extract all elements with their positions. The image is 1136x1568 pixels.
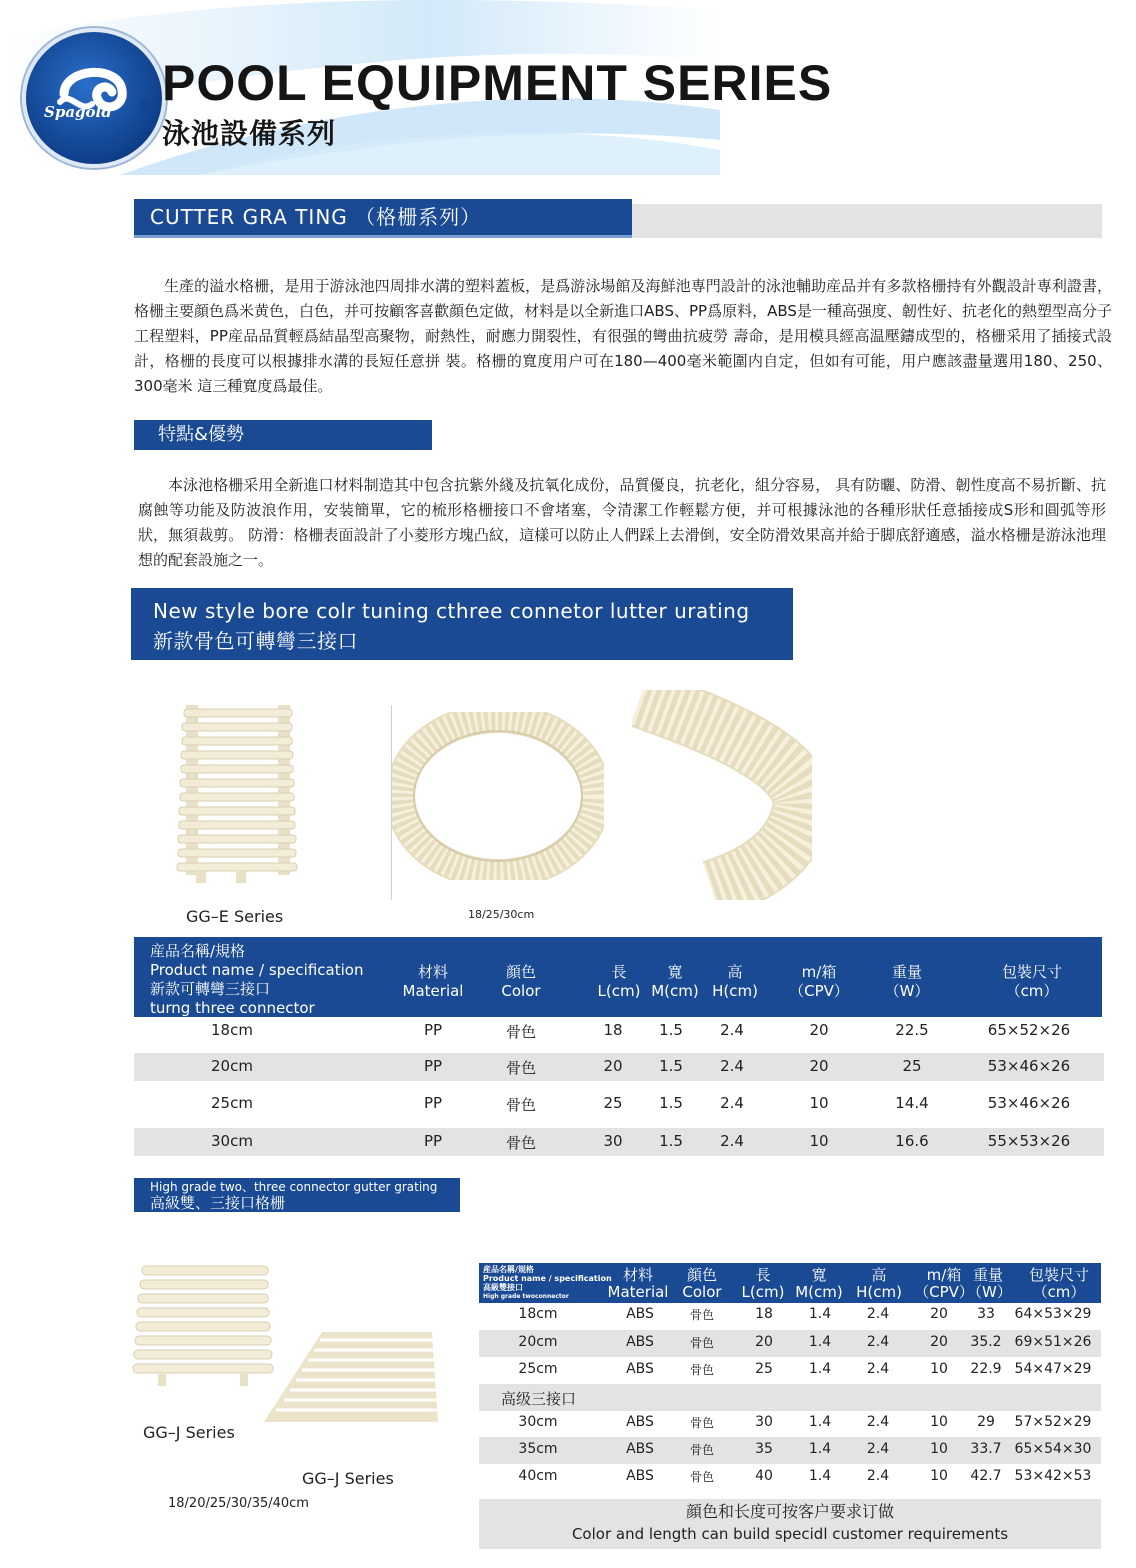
table1-cell-color: 骨色 [505, 1096, 536, 1114]
table1-cell-w: 1.5 [659, 1132, 683, 1150]
table1-cell-color: 骨色 [505, 1023, 536, 1041]
table2-cell-name: 30cm [518, 1414, 558, 1430]
page-title-cn: 泳池設備系列 [162, 117, 337, 150]
table1-cell-pack: 53×46×26 [987, 1094, 1071, 1112]
table2-header-color: 顔色 Color [682, 1266, 722, 1301]
table2-cell-color: 骨色 [689, 1416, 714, 1430]
caption-gg-e-series: GG–E Series [186, 907, 284, 926]
table1-header-width: 寛 M(cm) [651, 963, 699, 1000]
caption-sizes-1: 18/25/30cm [468, 908, 535, 921]
table2-row [479, 1302, 1101, 1329]
table1-cell-l: 20 [603, 1057, 623, 1075]
table1-cell-pack: 53×46×26 [987, 1057, 1071, 1075]
table2-subheading: 高级三接口 [501, 1390, 577, 1408]
table2-subheading-row [479, 1384, 1101, 1411]
table2-cell-weight: 22.9 [970, 1361, 1002, 1377]
table1-cell-h: 2.4 [720, 1057, 744, 1075]
table2-cell-h: 2.4 [866, 1306, 890, 1322]
table2-cell-material: ABS [626, 1306, 654, 1322]
section-title-new-style-cn: 新款骨色可轉彎三接口 [153, 629, 358, 653]
logo-wave-icon [26, 32, 162, 164]
table2-header-height: 高 H(cm) [856, 1266, 902, 1301]
table1-cell-weight: 14.4 [895, 1094, 929, 1112]
table1-cell-w: 1.5 [659, 1057, 683, 1075]
section-title-new-style [131, 588, 793, 660]
table2-cell-material: ABS [626, 1468, 654, 1484]
table1-cell-material: PP [423, 1094, 443, 1112]
table2-cell-color: 骨色 [689, 1363, 714, 1377]
table2-cell-h: 2.4 [866, 1441, 890, 1457]
table2-cell-pack: 64×53×29 [1014, 1306, 1092, 1322]
table1-cell-weight: 22.5 [895, 1021, 929, 1039]
table2-cell-weight: 42.7 [970, 1468, 1002, 1484]
table1-row [134, 1090, 1104, 1118]
table2-cell-w: 1.4 [808, 1361, 832, 1377]
table2-cell-pack: 65×54×30 [1014, 1441, 1092, 1457]
table2-cell-l: 30 [755, 1414, 773, 1430]
table1-header-name: 産品名稱/規格 Product name / specification 新款可轉彎三接口 turng three connector [150, 942, 364, 1017]
table2-cell-weight: 35.2 [970, 1334, 1002, 1350]
table2-cell-name: 20cm [518, 1334, 558, 1350]
table1-cell-material: PP [423, 1021, 443, 1039]
table1-row [134, 1017, 1104, 1045]
table2-cell-name: 35cm [518, 1441, 558, 1457]
table1-header-weight: 重量 （W） [884, 963, 930, 1000]
section-title-cutter-grating: CUTTER GRA TING （格栅系列） [134, 199, 632, 235]
table1-row [134, 1128, 1104, 1156]
table2-cell-pack: 57×52×29 [1014, 1414, 1092, 1430]
table1-cell-box: 20 [809, 1057, 829, 1075]
product-image-gg-j-b [262, 1330, 440, 1424]
table1-cell-color: 骨色 [505, 1134, 536, 1152]
table1-cell-l: 18 [603, 1021, 623, 1039]
table2-cell-box: 10 [930, 1468, 948, 1484]
table2-cell-box: 20 [930, 1306, 948, 1322]
features-text: 本泳池格栅采用全新進口材料制造其中包含抗紫外綫及抗氧化成份，品質優良，抗老化，組分容易， 具有防曬、防滑、韌性度高不易折斷、抗腐蝕等功能及防波浪作用，安装簡單，它的梳形格栅接口不會堵塞，令清潔工作輕鬆方便，并可根據泳池的各種形狀任意插接成S形和圓弧等形狀，無須裁剪。 防滑：格栅表面設計了小菱形方塊凸紋，這樣可以防止人們踩上去滑倒，安全防滑效果高并給于脚底舒適感，溢水格栅是游泳池理想的配套設施之一。 [138, 476, 1106, 569]
table1-cell-name: 30cm [211, 1132, 253, 1150]
table1-cell-box: 10 [809, 1094, 829, 1112]
table1-cell-color: 骨色 [505, 1059, 536, 1077]
table2-cell-box: 20 [930, 1334, 948, 1350]
table1-header-package: 包裝尺寸 （cm） [1001, 963, 1062, 1000]
section-title-high-grade-cn: 高級雙、三接口格栅 [150, 1194, 286, 1212]
table2-header-length: 長 L(cm) [741, 1266, 785, 1301]
table1-cell-h: 2.4 [720, 1021, 744, 1039]
table1-cell-name: 25cm [211, 1094, 253, 1112]
table2-cell-l: 40 [755, 1468, 773, 1484]
table2-row [479, 1410, 1101, 1437]
page-title-en: POOL EQUIPMENT SERIES [162, 55, 833, 111]
table2-cell-material: ABS [626, 1441, 654, 1457]
table2-cell-h: 2.4 [866, 1361, 890, 1377]
table1-header-height: 高 H(cm) [712, 963, 758, 1000]
table2-cell-w: 1.4 [808, 1468, 832, 1484]
table1-cell-pack: 65×52×26 [987, 1021, 1071, 1039]
custom-order-note [479, 1499, 1101, 1549]
table1-cell-material: PP [423, 1132, 443, 1150]
custom-order-note-cn: 顔色和长度可按客户要求订做 [685, 1502, 894, 1521]
table2-cell-name: 40cm [518, 1468, 558, 1484]
table1-header-box: m/箱 （CPV） [789, 963, 849, 1000]
table1-row [134, 1053, 1104, 1081]
table1-cell-w: 1.5 [659, 1021, 683, 1039]
table2-cell-w: 1.4 [808, 1334, 832, 1350]
table1-cell-h: 2.4 [720, 1132, 744, 1150]
table2-row [479, 1437, 1101, 1464]
table2-cell-pack: 69×51×26 [1014, 1334, 1092, 1350]
table2-cell-h: 2.4 [866, 1334, 890, 1350]
table2-cell-box: 10 [930, 1441, 948, 1457]
table2-cell-color: 骨色 [689, 1443, 714, 1457]
table2-cell-material: ABS [626, 1334, 654, 1350]
table1-cell-l: 30 [603, 1132, 623, 1150]
brand-logo [22, 28, 166, 168]
table2-header-weight: 重量 （W） [967, 1266, 1012, 1301]
table2-cell-name: 25cm [518, 1361, 558, 1377]
table2-header-package: 包裝尺寸 （cm） [1028, 1266, 1089, 1301]
product-image-curved-grating [632, 690, 812, 900]
table2-header-width: 寛 M(cm) [795, 1266, 843, 1301]
table2-cell-box: 10 [930, 1414, 948, 1430]
section-title-high-grade [134, 1178, 460, 1212]
table2-cell-l: 18 [755, 1306, 773, 1322]
table2-cell-color: 骨色 [689, 1470, 714, 1484]
table2-header-name: 産品名稱/規格 Product name / specification 高級雙接口 High grade twoconnector [483, 1265, 612, 1300]
table2-cell-color: 骨色 [689, 1308, 714, 1322]
table2-cell-w: 1.4 [808, 1414, 832, 1430]
table1-cell-box: 10 [809, 1132, 829, 1150]
table2-header [479, 1263, 1101, 1303]
table1-cell-weight: 25 [902, 1057, 922, 1075]
table1-header-color: 顔色 Color [501, 963, 541, 1000]
table2-cell-box: 10 [930, 1361, 948, 1377]
table2-header-box: m/箱 （CPV） [914, 1266, 974, 1301]
table2-cell-name: 18cm [518, 1306, 558, 1322]
table2-row [479, 1464, 1101, 1491]
table2-cell-material: ABS [626, 1361, 654, 1377]
table2-cell-h: 2.4 [866, 1468, 890, 1484]
table1-cell-name: 18cm [211, 1021, 253, 1039]
product-image-gg-j-a [132, 1262, 278, 1392]
table1-cell-l: 25 [603, 1094, 623, 1112]
intro-text: 生產的溢水格栅，是用于游泳池四周排水溝的塑料蓋板，是爲游泳場館及海鮮池専門設計的泳池輔助産品并有多款格栅持有外觀設計専利證書，格栅主要顔色爲米黄色，白色，并可按顧客喜歡顔色定做，材料是以全新進口ABS、PP爲原料，ABS是一種高强度、韌性好、抗老化的熱塑型高分子工程塑料，PP産品品質輕爲結晶型高聚物，耐熱性，耐應力開裂性，有很强的彎曲抗疲勞 壽命，是用模具經高温壓鑄成型的，格栅采用了插接式設計，格栅的長度可以根據排水溝的長短任意拼 裝。格栅的寬度用户可在180—400毫米範圍内自定，但如有可能，用户應該盡量選用180、250、300毫米 這三種寬度爲最佳。 [134, 277, 1112, 395]
custom-order-note-en: Color and length can build specidl customer requirements [571, 1525, 1009, 1543]
registered-mark: ® [138, 99, 150, 113]
table2-cell-w: 1.4 [808, 1441, 832, 1457]
product-image-straight-grating [176, 705, 300, 885]
table1-header-material: 材料 Material [402, 963, 464, 1000]
brand-name: Spagold [44, 103, 112, 121]
section-title-high-grade-en: High grade two、three connector gutter grating [150, 1180, 438, 1194]
caption-gg-j-series-b: GG–J Series [302, 1469, 394, 1488]
table2-cell-h: 2.4 [866, 1414, 890, 1430]
table2-cell-l: 35 [755, 1441, 773, 1457]
table2-cell-color: 骨色 [689, 1336, 714, 1350]
table1-cell-name: 20cm [211, 1057, 253, 1075]
table1-cell-weight: 16.6 [895, 1132, 929, 1150]
table2-row [479, 1330, 1101, 1357]
table2-cell-w: 1.4 [808, 1306, 832, 1322]
table1-cell-pack: 55×53×26 [987, 1132, 1071, 1150]
table2-cell-pack: 53×42×53 [1014, 1468, 1092, 1484]
section-title-new-style-en: New style bore colr tuning cthree connetor lutter urating [153, 599, 750, 623]
caption-gg-j-series-a: GG–J Series [143, 1423, 235, 1442]
intro-paragraph [134, 274, 1112, 399]
table1-header [134, 937, 1102, 1017]
section-title-features: 特點&優勢 [134, 420, 432, 450]
table2-cell-weight: 33 [977, 1306, 995, 1322]
table2-header-material: 材料 Material [607, 1266, 669, 1301]
features-paragraph [138, 473, 1106, 573]
table1-cell-box: 20 [809, 1021, 829, 1039]
table2-row [479, 1357, 1101, 1384]
table2-cell-pack: 54×47×29 [1014, 1361, 1092, 1377]
table2-cell-weight: 29 [977, 1414, 995, 1430]
table1-cell-w: 1.5 [659, 1094, 683, 1112]
table1-cell-material: PP [423, 1057, 443, 1075]
table2-cell-l: 25 [755, 1361, 773, 1377]
caption-sizes-2: 18/20/25/30/35/40cm [168, 1496, 309, 1511]
table1-cell-h: 2.4 [720, 1094, 744, 1112]
table2-cell-material: ABS [626, 1414, 654, 1430]
table2-cell-l: 20 [755, 1334, 773, 1350]
product-image-ring-grating [392, 712, 604, 880]
table2-cell-weight: 33.7 [970, 1441, 1002, 1457]
table1-header-length: 長 L(cm) [597, 963, 641, 1000]
